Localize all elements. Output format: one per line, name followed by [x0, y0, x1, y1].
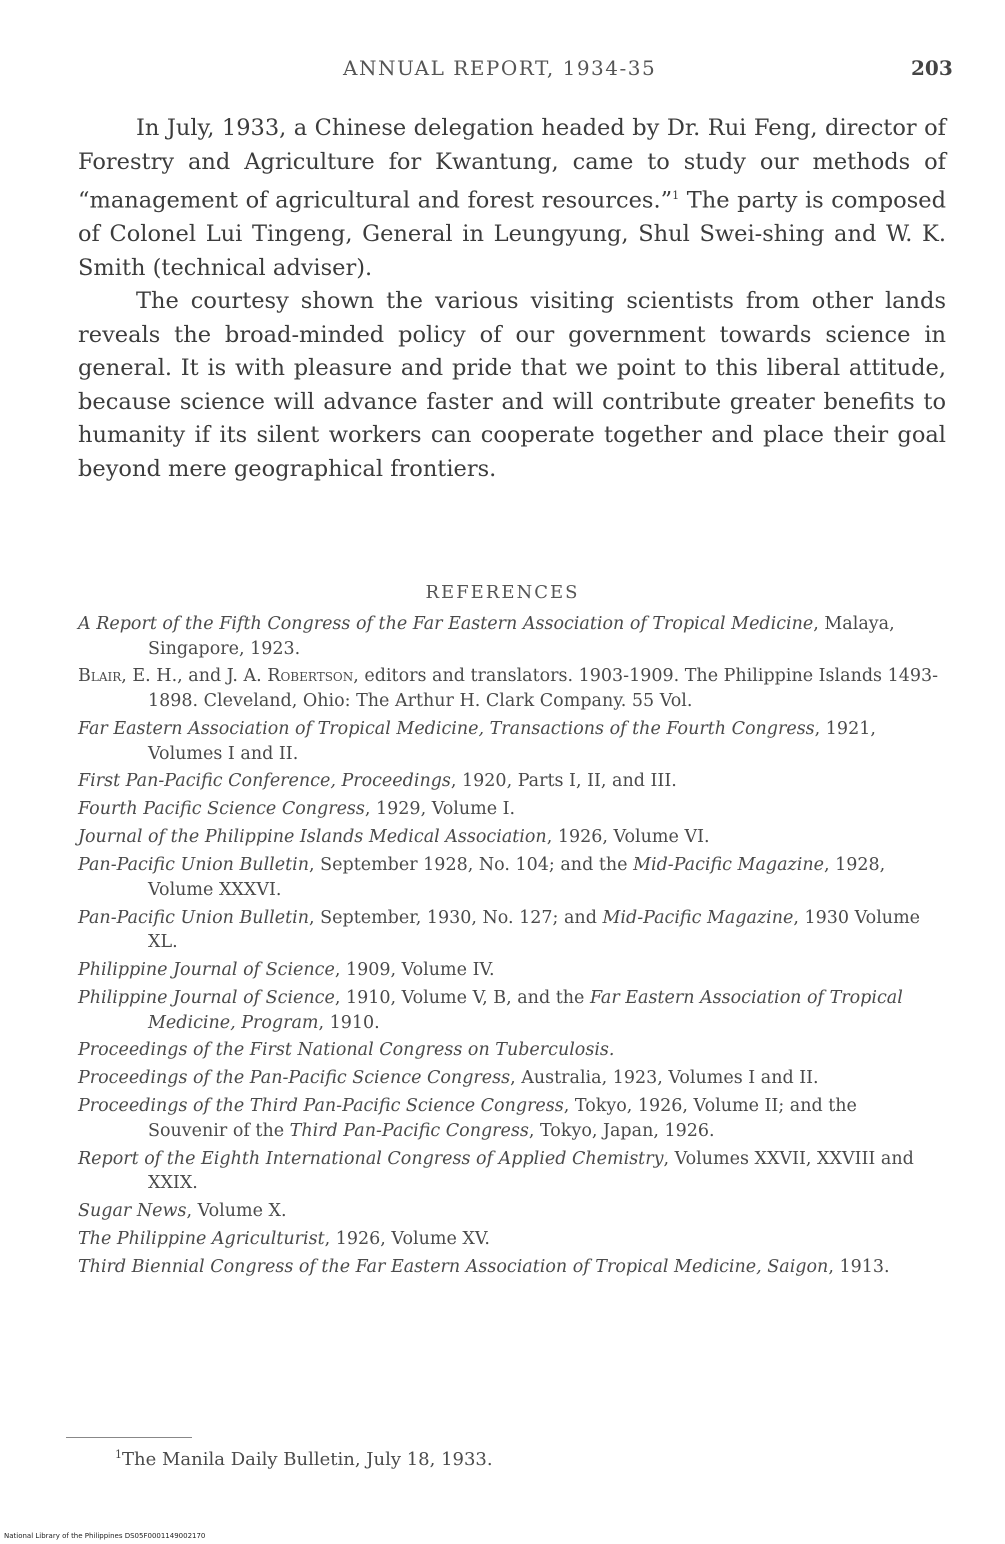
reference-detail: , 1926, Volume XV.: [324, 1229, 490, 1250]
library-stamp: National Library of the Philippines DS05F0001149002170: [4, 1532, 206, 1540]
reference-item: [78, 1094, 940, 1143]
reference-item: [78, 1255, 940, 1280]
reference-title: Mid-Pacific Magazine: [633, 855, 824, 876]
footnote-reference: 1: [672, 189, 680, 202]
reference-title: Pan-Pacific Union Bulletin: [78, 907, 310, 928]
reference-title: Far Eastern Association of Tropical Medicine, Program: [148, 987, 903, 1033]
reference-detail: , Malaya, Singapore, 1923.: [148, 614, 895, 659]
reference-item: [78, 1038, 940, 1063]
reference-title: Sugar News: [78, 1201, 187, 1222]
reference-detail: , 1910.: [318, 1012, 380, 1033]
reference-detail: , 1928, Volume XXXVI.: [148, 855, 886, 900]
paragraph-2: The courtesy shown the various visiting scientists from other lands reveals the broad-minded policy of our government towards science in general. It is with pleasure and pride that we point to this liberal attitude, because science will advance faster and will contribute greater benefits to humanity if its silent workers can cooperate together and place their goal beyond mere geographical frontiers.: [78, 288, 946, 482]
footnote-divider: [66, 1437, 192, 1438]
reference-detail: , 1910, Volume V, B, and the: [334, 987, 590, 1008]
reference-item: [78, 664, 940, 713]
reference-title: Third Biennial Congress of the Far Eastern Association of Tropical Medicine, Saigon: [78, 1257, 829, 1277]
reference-item: [78, 797, 940, 822]
reference-item: [78, 825, 940, 850]
reference-detail: , Australia, 1923, Volumes I and II.: [510, 1068, 819, 1089]
reference-detail: , 1926, Volume VI.: [546, 827, 710, 848]
body-text: [78, 112, 946, 486]
running-header: ANNUAL REPORT, 1934-35: [343, 56, 657, 80]
reference-item: [78, 769, 940, 794]
footnote-marker: 1: [115, 1448, 122, 1461]
reference-detail: , E. H., and J. A.: [121, 666, 268, 687]
paragraph-1-text: In July, 1933, a Chinese delegation headed by Dr. Rui Feng, director of Forestry and Agriculture for Kwantung, came to study our methods of “management of agricultural and forest resources.”: [78, 115, 946, 214]
reference-title: Proceedings of the First National Congress on Tuberculosis.: [78, 1040, 615, 1061]
reference-title: Pan-Pacific Union Bulletin: [78, 855, 310, 876]
reference-detail: , 1913.: [828, 1257, 890, 1277]
reference-detail: , 1920, Parts I, II, and III.: [450, 771, 677, 792]
reference-title: Fourth Pacific Science Congress: [78, 799, 365, 820]
reference-item: [78, 986, 940, 1035]
reference-detail: , Volumes XXVII, XXVIII and XXIX.: [148, 1148, 914, 1194]
footnote-text: The Manila Daily Bulletin, July 18, 1933.: [122, 1449, 493, 1470]
footnote: [115, 1448, 493, 1470]
paragraph-1: [78, 112, 946, 285]
reference-detail: , September 1928, No. 104; and the: [309, 855, 634, 876]
reference-item: [78, 1199, 940, 1224]
reference-detail: Robertson: [267, 666, 354, 687]
reference-item: [78, 906, 940, 955]
reference-item: [78, 1066, 940, 1091]
references-list: [78, 612, 940, 1283]
reference-title: First Pan-Pacific Conference, Proceedings: [78, 771, 451, 792]
reference-item: [78, 853, 940, 902]
reference-detail: , 1909, Volume IV.: [334, 960, 495, 981]
reference-detail: , editors and translators. 1903-1909. The Philippine Islands 1493-1898. Cleveland, Ohio: The Arthur H. Clark Company. 55 Vol.: [148, 666, 939, 712]
reference-detail: Blair: [78, 666, 122, 687]
reference-title: A Report of the Fifth Congress of the Far Eastern Association of Tropical Medicine: [78, 614, 814, 634]
page-number: 203: [911, 56, 953, 80]
reference-item: [78, 717, 940, 766]
references-heading: REFERENCES: [425, 582, 580, 603]
reference-title: Mid-Pacific Magazine: [602, 907, 794, 928]
reference-detail: , 1930 Volume XL.: [148, 907, 921, 953]
reference-title: Report of the Eighth International Congress of Applied Chemistry: [78, 1148, 664, 1169]
reference-title: Journal of the Philippine Islands Medical Association: [78, 827, 547, 848]
reference-title: Third Pan-Pacific Congress: [289, 1120, 529, 1141]
reference-title: Proceedings of the Pan-Pacific Science Congress: [78, 1068, 511, 1089]
reference-title: Philippine Journal of Science: [78, 960, 335, 981]
reference-title: Far Eastern Association of Tropical Medicine, Transactions of the Fourth Congress: [78, 718, 815, 739]
reference-title: The Philippine Agriculturist: [78, 1229, 325, 1250]
reference-title: Proceedings of the Third Pan-Pacific Science Congress: [78, 1096, 564, 1117]
reference-detail: , Volume X.: [186, 1201, 287, 1222]
reference-title: Philippine Journal of Science: [78, 987, 335, 1008]
paragraph-1-text-continued: The party is composed of Colonel Lui Tingeng, General in Leungyung, Shul Swei-shing and W. K. Smith (technical adviser).: [78, 187, 946, 281]
reference-detail: , Tokyo, Japan, 1926.: [528, 1120, 715, 1141]
reference-detail: , Tokyo, 1926, Volume II; and the Souvenir of the: [148, 1096, 857, 1141]
reference-item: [78, 1227, 940, 1252]
reference-detail: , 1929, Volume I.: [364, 799, 516, 820]
reference-detail: , September, 1930, No. 127; and: [309, 907, 603, 928]
reference-item: [78, 958, 940, 983]
reference-detail: , 1921, Volumes I and II.: [148, 718, 876, 764]
reference-item: [78, 1147, 940, 1196]
reference-item: [78, 612, 940, 661]
